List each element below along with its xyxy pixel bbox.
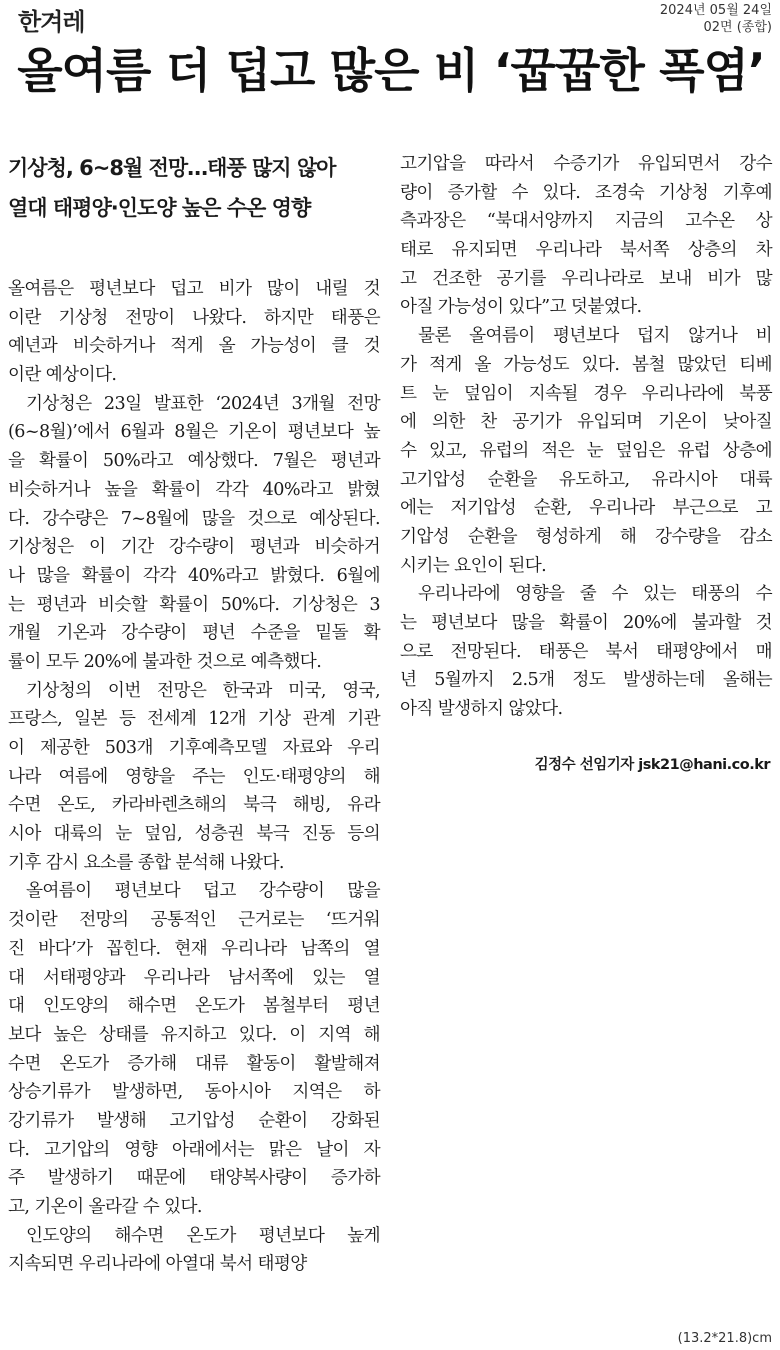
article-line: 진 바다’가 꼽힌다. 현재 우리나라 남쪽의 열 — [8, 938, 380, 959]
subheadline-line: 기상청, 6~8월 전망…태풍 많지 않아 — [8, 156, 336, 180]
article-line: 이란 기상청 전망이 나왔다. 하지만 태풍은 — [8, 307, 380, 328]
article-line: 수면 온도, 카라바렌츠해의 북극 해빙, 유라 — [8, 795, 380, 816]
article-line: 률이 모두 20%에 불과한 것으로 예측했다. — [8, 651, 322, 672]
publication-date: 2024년 05월 24일 — [659, 3, 772, 18]
article-line: 을 확률이 50%라고 예상했다. 7월은 평년과 — [8, 451, 380, 472]
masthead-logo: 한겨레 — [18, 8, 85, 36]
article-line: 올여름은 평년보다 덥고 비가 많이 내릴 것 — [8, 279, 380, 299]
article-column-left — [8, 275, 380, 1279]
article-line: 으로 전망된다. 태풍은 북서 태평양에서 매 — [400, 641, 772, 662]
article-line: 이 제공한 503개 기후예측모델 자료와 우리 — [8, 738, 380, 758]
article-line: 보다 높은 상태를 유지하고 있다. 이 지역 해 — [8, 1024, 380, 1045]
article-line: 물론 올여름이 평년보다 덥지 않거나 비 — [418, 326, 772, 347]
article-line: 상승기류가 발생하면, 동아시아 지역은 하 — [8, 1082, 380, 1103]
article-line: 다. 고기압의 영향 아래에서는 맑은 날이 자 — [8, 1139, 380, 1160]
article-line: 대 서태평양과 우리나라 남서쪽에 있는 열 — [8, 967, 380, 988]
article-line: 년 5월까지 2.5개 정도 발생하는데 올해는 — [400, 670, 772, 691]
clipping-size-note: (13.2*21.8)cm — [677, 1331, 772, 1346]
article-line: 량이 증가할 수 있다. 조경숙 기상청 기후예 — [400, 182, 772, 203]
subheadline-line: 열대 태평양·인도양 높은 수온 영향 — [8, 196, 311, 220]
article-line: 는 평년보다 많을 확률이 20%에 불과할 것 — [400, 613, 772, 633]
article-line: 수면 온도가 증가해 대류 활동이 활발해져 — [8, 1053, 380, 1074]
article-line: 트 눈 덮임이 지속될 경우 우리나라에 북풍 — [400, 383, 772, 404]
article-line: 기상청은 23일 발표한 ‘2024년 3개월 전망 — [26, 393, 380, 414]
article-line: 비슷하거나 높을 확률이 각각 40%라고 밝혔 — [8, 479, 380, 500]
article-line: 고기압성 순환을 유도하고, 유라시아 대륙 — [400, 469, 772, 490]
article-line: 주 발생하기 때문에 태양복사량이 증가하 — [8, 1168, 380, 1189]
byline: 김정수 선임기자 jsk21@hani.co.kr — [534, 757, 770, 773]
article-line: 태로 유지되면 우리나라 북서쪽 상층의 차 — [400, 240, 772, 261]
article-line: 대 인도양의 해수면 온도가 봄철부터 평년 — [8, 996, 380, 1017]
article-line: 올여름이 평년보다 덥고 강수량이 많을 — [26, 881, 380, 902]
article-line: 기후 감시 요소를 종합 분석해 나왔다. — [8, 852, 284, 873]
article-line: 시아 대륙의 눈 덮임, 성층권 북극 진동 등의 — [8, 824, 380, 845]
article-line: 기상청의 이번 전망은 한국과 미국, 영국, — [26, 680, 380, 701]
article-line: 이란 예상이다. — [8, 365, 117, 386]
article-line: 프랑스, 일본 등 전세계 12개 기상 관계 기관 — [8, 709, 380, 730]
article-line: 가 적게 올 가능성도 있다. 봄철 많았던 티베 — [400, 354, 772, 375]
article-line: 는 평년과 비슷할 확률이 50%다. 기상청은 3 — [8, 594, 380, 615]
article-line: 인도양의 해수면 온도가 평년보다 높게 — [26, 1225, 380, 1246]
article-line: 수 있고, 유럽의 적은 눈 덮임은 유럽 상층에 — [400, 440, 772, 461]
article-line: 에 의한 찬 공기가 유입되며 기온이 낮아질 — [400, 412, 772, 433]
article-line: 우리나라에 영향을 줄 수 있는 태풍의 수 — [418, 584, 772, 605]
article-line: 에는 저기압성 순환, 우리나라 부근으로 고 — [400, 498, 772, 519]
article-line: 고, 기온이 올라갈 수 있다. — [8, 1197, 202, 1217]
article-line: 나 많을 확률이 각각 40%라고 밝혔다. 6월에 — [8, 565, 380, 586]
article-line: 고 건조한 공기를 우리나라로 보내 비가 많 — [400, 268, 772, 289]
article-line: 강기류가 발생해 고기압성 순환이 강화된 — [8, 1110, 380, 1131]
page-section: 02면 (종합) — [703, 20, 772, 35]
article-line: (6~8월)’에서 6월과 8월은 기온이 평년보다 높 — [8, 422, 380, 443]
article-line: 개월 기온과 강수량이 평년 수준을 밑돌 확 — [8, 623, 380, 644]
article-line: 기상청은 이 기간 강수량이 평년과 비슷하거 — [8, 537, 380, 558]
article-line: 다. 강수량은 7~8월에 많을 것으로 예상된다. — [8, 508, 380, 529]
article-line: 지속되면 우리나라에 아열대 북서 태평양 — [8, 1254, 307, 1275]
article-line: 아질 가능성이 있다”고 덧붙였다. — [400, 297, 642, 318]
article-line: 시키는 요인이 된다. — [400, 555, 547, 576]
article-column-right — [400, 150, 772, 724]
article-line: 예년과 비슷하거나 적게 올 가능성이 클 것 — [8, 336, 380, 357]
article-line: 것이란 전망의 공통적인 근거로는 ‘뜨거워 — [8, 910, 380, 931]
article-line: 고기압을 따라서 수증기가 유입되면서 강수 — [400, 154, 772, 174]
article-line: 아직 발생하지 않았다. — [400, 699, 563, 720]
article-line: 측과장은 “북대서양까지 지금의 고수온 상 — [400, 211, 772, 232]
dateline — [660, 2, 772, 36]
headline: 올여름 더 덥고 많은 비 ‘꿉꿉한 폭염’ — [17, 44, 765, 99]
article-line: 나라 여름에 영향을 주는 인도·태평양의 해 — [8, 766, 380, 787]
article-line: 기압성 순환을 형성하게 해 강수량을 감소 — [400, 526, 772, 547]
subheadline — [8, 148, 380, 228]
